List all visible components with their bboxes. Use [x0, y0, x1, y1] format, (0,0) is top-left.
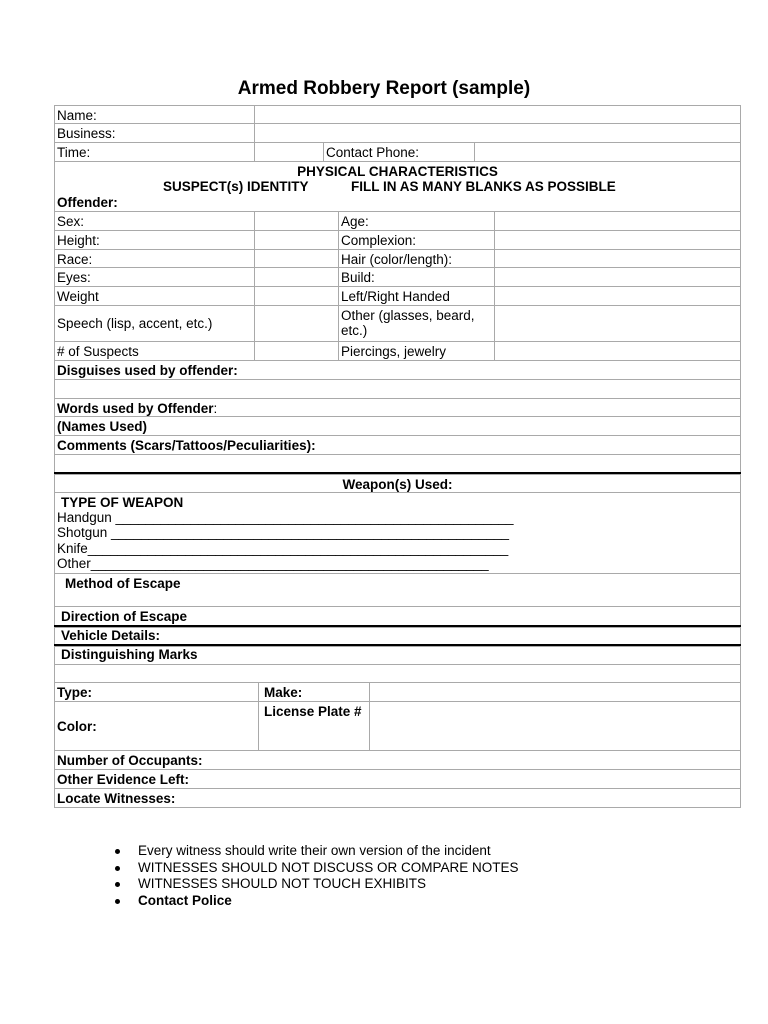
- characteristic-field[interactable]: [254, 230, 339, 250]
- characteristic-field[interactable]: [494, 249, 741, 268]
- characteristic-field[interactable]: [494, 286, 741, 306]
- characteristic-label: Race:: [54, 249, 255, 268]
- suspect-identity-label: SUSPECT(s) IDENTITY: [163, 179, 309, 194]
- characteristic-field[interactable]: [494, 267, 741, 287]
- characteristic-label: Build:: [338, 267, 495, 287]
- characteristic-field[interactable]: [494, 211, 741, 231]
- weapon-type-box: [54, 492, 741, 574]
- characteristic-field[interactable]: [254, 249, 339, 268]
- bullet-icon: [115, 866, 120, 871]
- note-text: Contact Police: [138, 892, 232, 908]
- characteristic-label: Other (glasses, beard, etc.): [338, 305, 495, 342]
- physical-characteristics-heading: PHYSICAL CHARACTERISTICS: [297, 164, 498, 179]
- vehicle-color-label: Color:: [54, 701, 259, 751]
- names-used-label: (Names Used): [54, 416, 741, 436]
- bullet-icon: [115, 849, 120, 854]
- list-item: [112, 876, 519, 893]
- words-used-colon: :: [213, 401, 218, 416]
- name-field[interactable]: [254, 105, 741, 124]
- characteristic-field[interactable]: [254, 211, 339, 231]
- offender-label: Offender:: [57, 195, 118, 210]
- handgun-line[interactable]: Handgun _____________________________________________________: [57, 510, 514, 525]
- time-label: Time:: [54, 142, 255, 162]
- characteristic-label: Age:: [338, 211, 495, 231]
- type-of-weapon-heading: TYPE OF WEAPON: [61, 495, 184, 510]
- distinguishing-marks-label: Distinguishing Marks: [54, 646, 741, 665]
- fill-in-instructions: FILL IN AS MANY BLANKS AS POSSIBLE: [351, 179, 616, 194]
- characteristic-label: Weight: [54, 286, 255, 306]
- note-text: Every witness should write their own version of the incident: [138, 843, 491, 858]
- vehicle-make-label: Make:: [258, 682, 370, 702]
- method-of-escape-label: Method of Escape: [54, 573, 741, 607]
- knife-line[interactable]: Knife________________________________________________________: [57, 541, 509, 556]
- note-text: WITNESSES SHOULD NOT TOUCH EXHIBITS: [138, 876, 427, 891]
- time-field[interactable]: [254, 142, 324, 162]
- vehicle-make-field[interactable]: [369, 682, 741, 702]
- bullet-icon: [115, 882, 120, 887]
- list-item: [112, 860, 519, 877]
- characteristic-label: Hair (color/length):: [338, 249, 495, 268]
- direction-of-escape-label: Direction of Escape: [54, 606, 741, 626]
- characteristic-label: Piercings, jewelry: [338, 341, 495, 361]
- disguises-label: Disguises used by offender:: [54, 360, 741, 380]
- characteristic-label: Height:: [54, 230, 255, 250]
- characteristic-label: Speech (lisp, accent, etc.): [54, 305, 255, 342]
- disguises-field[interactable]: [54, 379, 741, 399]
- words-used-label: Words used by Offender: [57, 401, 214, 416]
- words-used-row: [54, 398, 741, 417]
- business-field[interactable]: [254, 123, 741, 143]
- list-item: [112, 893, 519, 910]
- characteristic-label: Left/Right Handed: [338, 286, 495, 306]
- characteristic-label: Complexion:: [338, 230, 495, 250]
- business-label: Business:: [54, 123, 255, 143]
- note-text: WITNESSES SHOULD NOT DISCUSS OR COMPARE NOTES: [138, 859, 519, 875]
- page-title: Armed Robbery Report (sample): [237, 78, 531, 99]
- characteristic-label: Sex:: [54, 211, 255, 231]
- other-evidence-label: Other Evidence Left:: [54, 769, 741, 789]
- physical-characteristics-header: [54, 161, 741, 212]
- comments-field[interactable]: [54, 454, 741, 473]
- bullet-icon: [115, 899, 120, 904]
- characteristic-label: # of Suspects: [54, 341, 255, 361]
- characteristic-label: Eyes:: [54, 267, 255, 287]
- vehicle-details-label: Vehicle Details:: [54, 627, 741, 645]
- characteristic-field[interactable]: [494, 230, 741, 250]
- vehicle-type-label: Type:: [54, 682, 259, 702]
- characteristic-field[interactable]: [254, 305, 339, 342]
- contact-phone-label: Contact Phone:: [323, 142, 475, 162]
- characteristic-field[interactable]: [254, 267, 339, 287]
- name-label: Name:: [54, 105, 255, 124]
- locate-witnesses-label: Locate Witnesses:: [54, 788, 741, 808]
- shotgun-line[interactable]: Shotgun _____________________________________________________: [57, 525, 509, 540]
- license-plate-label: License Plate #: [258, 701, 370, 751]
- weapons-used-label: Weapon(s) Used:: [54, 474, 741, 493]
- contact-phone-field[interactable]: [474, 142, 741, 162]
- characteristic-field[interactable]: [494, 305, 741, 342]
- characteristic-field[interactable]: [254, 341, 339, 361]
- license-plate-field[interactable]: [369, 701, 741, 751]
- distinguishing-marks-field[interactable]: [54, 664, 741, 683]
- list-item: [112, 843, 519, 860]
- witness-notes-list: [112, 843, 519, 909]
- occupants-label: Number of Occupants:: [54, 750, 741, 770]
- characteristic-field[interactable]: [494, 341, 741, 361]
- characteristic-field[interactable]: [254, 286, 339, 306]
- comments-label: Comments (Scars/Tattoos/Peculiarities):: [54, 435, 741, 455]
- other-weapon-line[interactable]: Other_____________________________________________________: [57, 556, 489, 571]
